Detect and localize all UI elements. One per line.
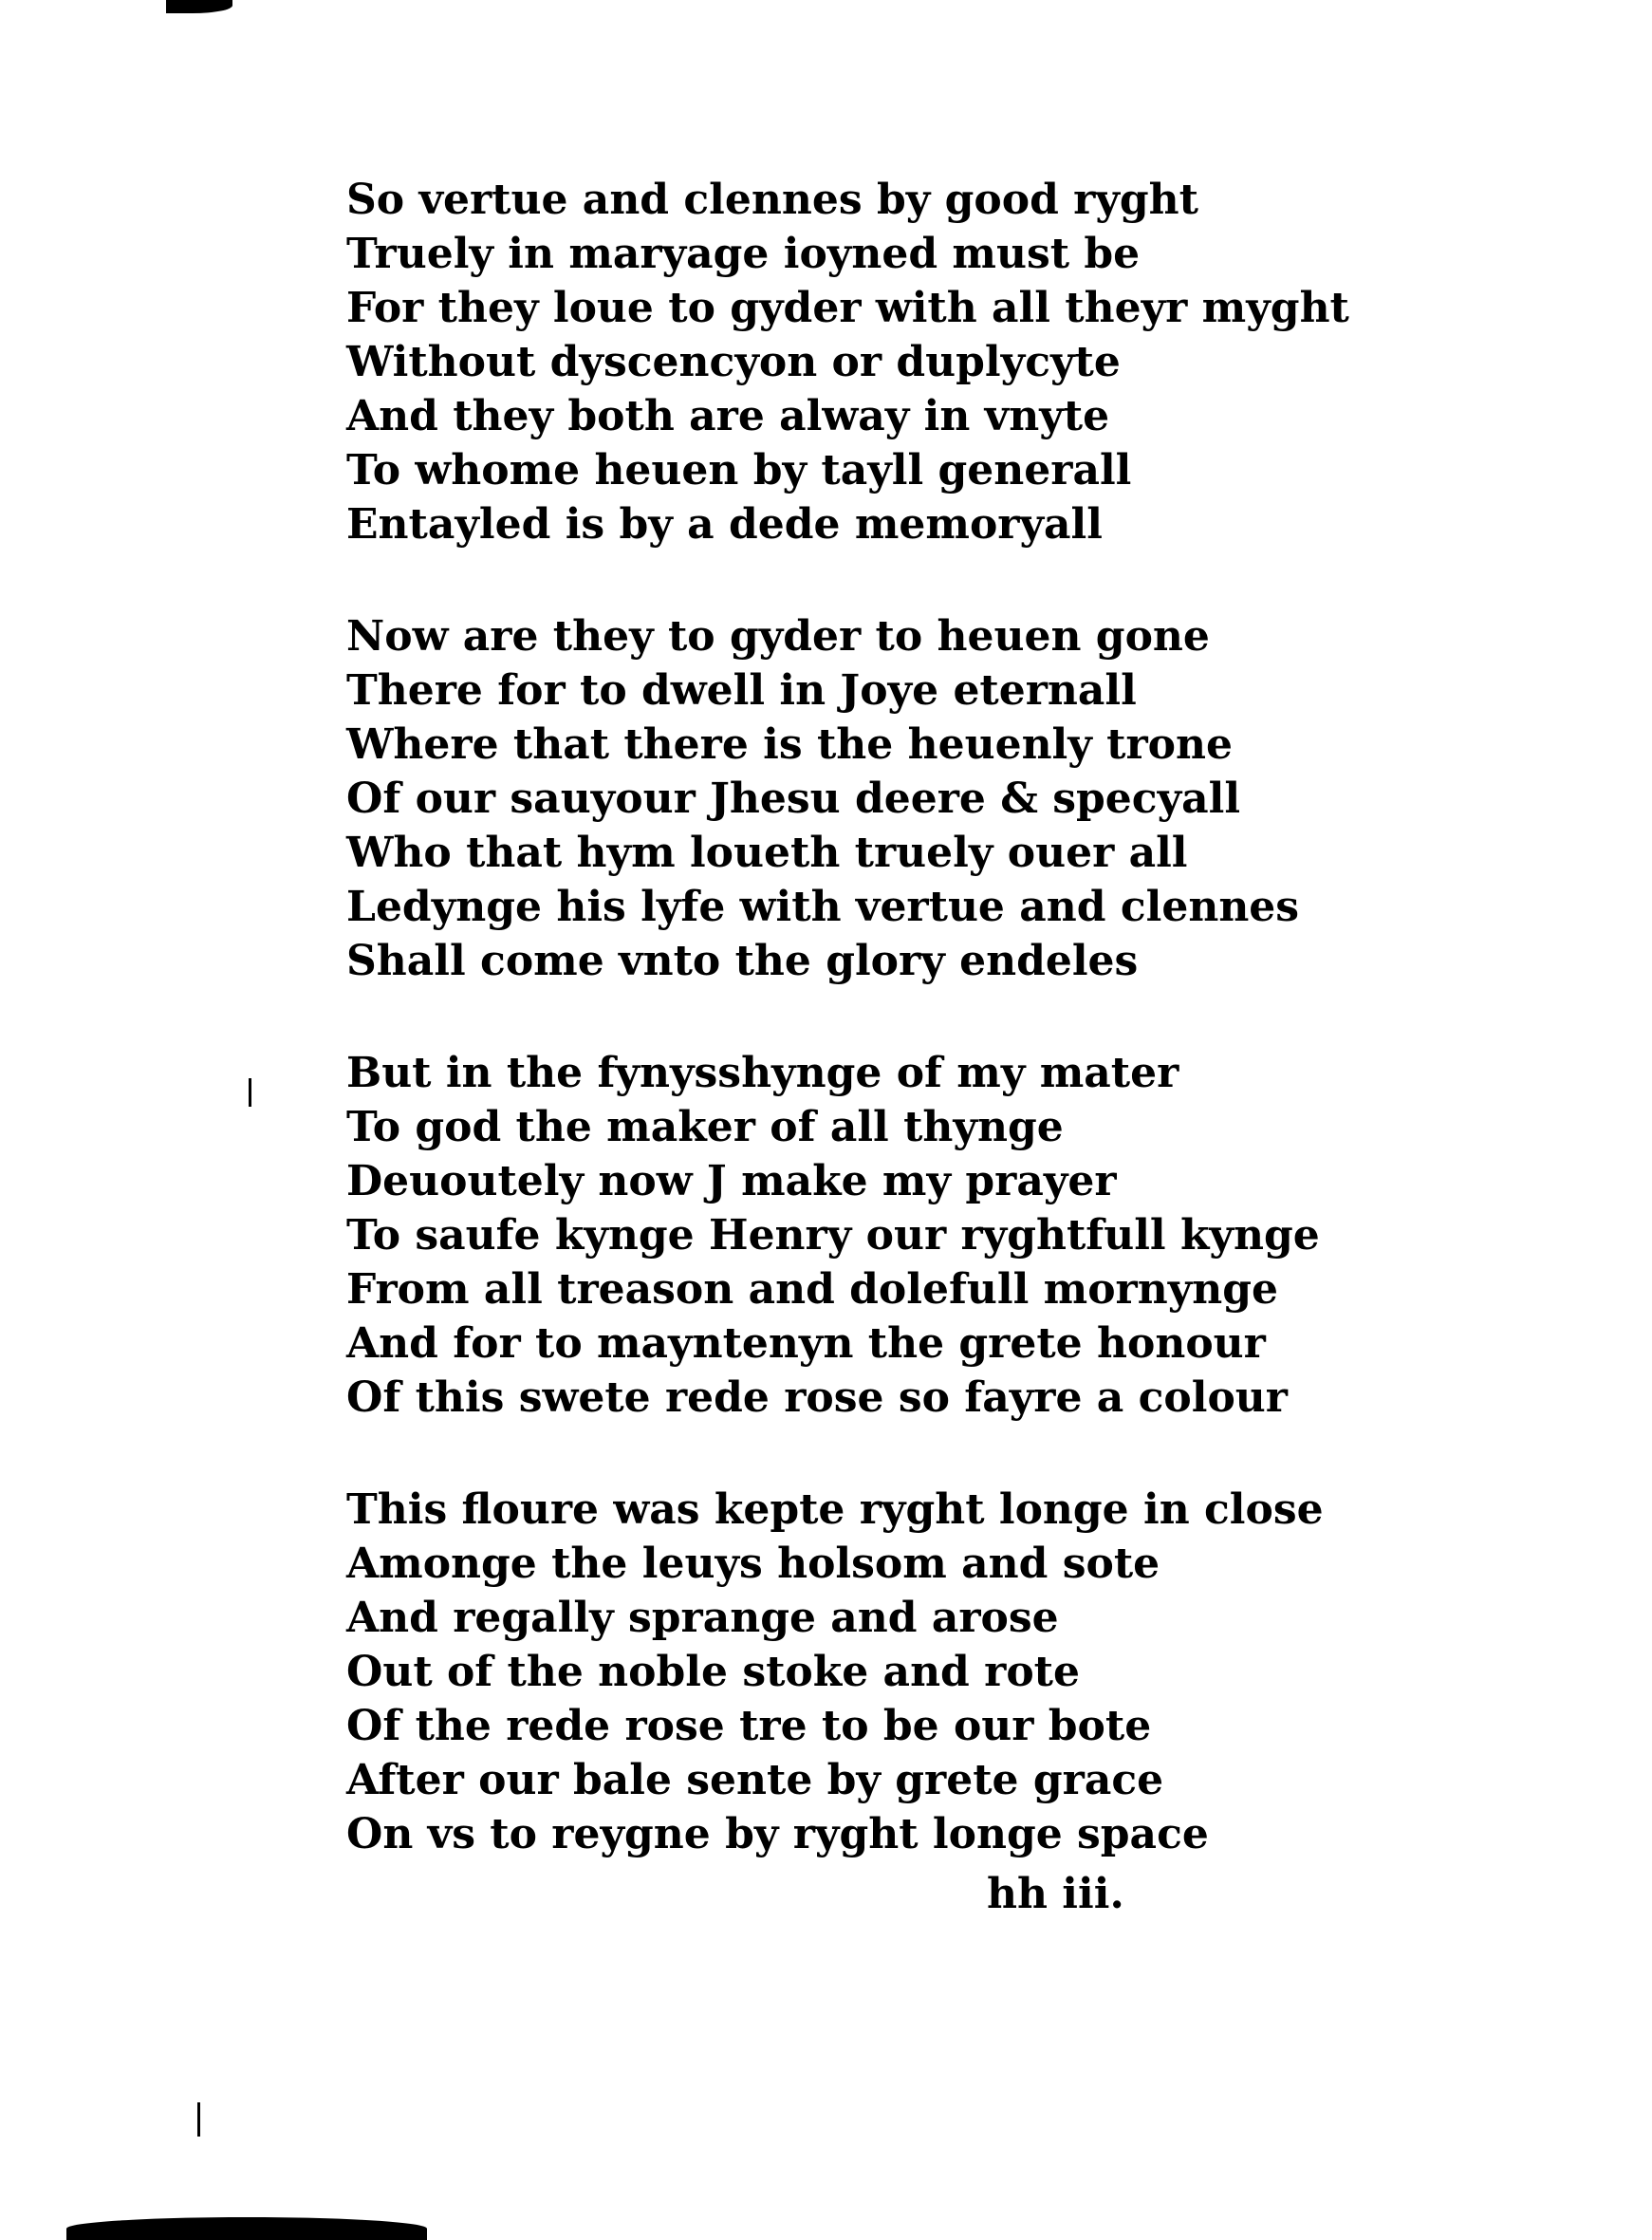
verse-line: Without dyscencyon or duplycyte	[346, 338, 1121, 386]
verse-line: From all treason and dolefull mornynge	[346, 1265, 1279, 1314]
verse-line: For they loue to gyder with all theyr myght	[346, 284, 1349, 332]
verse-line: But in the fynysshynge of my mater	[346, 1049, 1179, 1097]
margin-mark	[197, 2102, 200, 2137]
stanza	[346, 609, 1300, 1046]
scan-edge-mark-bottom	[66, 2217, 427, 2240]
signature-mark: hh iii.	[987, 1870, 1124, 1918]
poem-text	[346, 173, 1349, 1919]
verse-line: Ledynge his lyfe with vertue and clennes	[346, 883, 1300, 931]
verse-line: This floure was kepte ryght longe in close	[346, 1485, 1324, 1534]
stanza	[346, 173, 1349, 609]
verse-line: To whome heuen by tayll generall	[346, 446, 1132, 495]
verse-line: To god the maker of all thynge	[346, 1103, 1064, 1151]
verse-line: Of this swete rede rose so fayre a colour	[346, 1373, 1288, 1422]
verse-line: Shall come vnto the glory endeles	[346, 937, 1139, 985]
verse-line: To saufe kynge Henry our ryghtfull kynge	[346, 1211, 1320, 1260]
verse-line: After our bale sente by grete grace	[346, 1756, 1164, 1804]
verse-line: And for to mayntenyn the grete honour	[346, 1319, 1266, 1368]
verse-line: On vs to reygne by ryght longe space	[346, 1810, 1209, 1858]
verse-line: So vertue and clennes by good ryght	[346, 176, 1198, 224]
verse-line: Now are they to gyder to heuen gone	[346, 612, 1210, 661]
verse-line: There for to dwell in Joye eternall	[346, 666, 1137, 715]
verse-line: Entayled is by a dede memoryall	[346, 500, 1103, 549]
verse-line: Where that there is the heuenly trone	[346, 720, 1233, 769]
verse-line: Amonge the leuys holsom and sote	[346, 1540, 1160, 1588]
scan-edge-mark-top	[166, 0, 232, 13]
verse-line: Deuoutely now J make my prayer	[346, 1157, 1117, 1205]
verse-line: And regally sprange and arose	[346, 1594, 1059, 1642]
stanza	[346, 1483, 1324, 1919]
verse-line: And they both are alway in vnyte	[346, 392, 1110, 440]
verse-line: Out of the noble stoke and rote	[346, 1648, 1080, 1696]
verse-line: Truely in maryage ioyned must be	[346, 230, 1141, 278]
verse-line: Of our sauyour Jhesu deere & specyall	[346, 775, 1241, 823]
verse-line: Of the rede rose tre to be our bote	[346, 1702, 1152, 1750]
stanza	[346, 1046, 1320, 1483]
verse-line: Who that hym loueth truely ouer all	[346, 829, 1188, 877]
margin-mark	[249, 1078, 251, 1107]
